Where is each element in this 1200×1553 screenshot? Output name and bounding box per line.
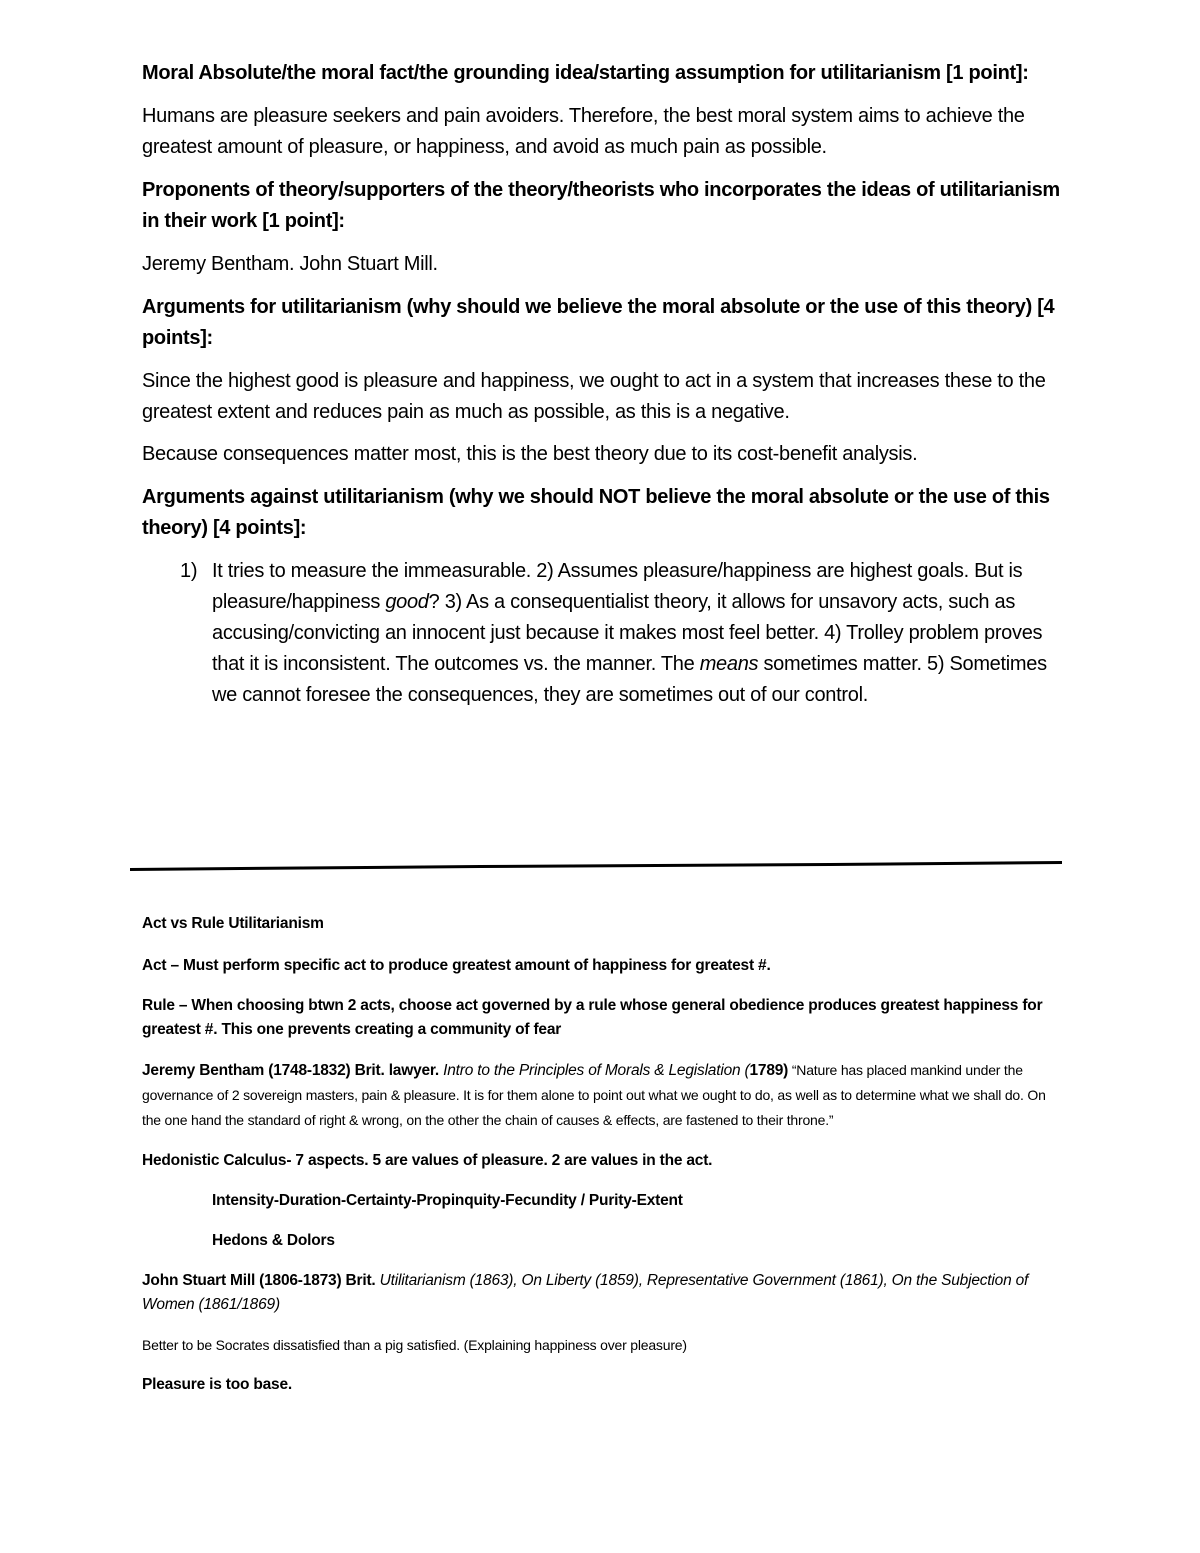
act-text: Act – Must perform specific act to produce greatest amount of happiness for greatest #. bbox=[142, 957, 771, 974]
proponents-answer: Jeremy Bentham. John Stuart Mill. bbox=[142, 253, 438, 275]
bentham-quote: “Nature has placed mankind under the governance of 2 sovereign masters, pain & pleasure. It is for them alone to point out what we ought to do, as well as to determine what we shall do. On the one hand the standard of right & wrong, on the other the chain of causes & effects, are fastened to their throne.” bbox=[142, 1062, 1046, 1128]
socrates-quote: Better to be Socrates dissatisfied than a pig satisfied. (Explaining happiness over pleasure) bbox=[142, 1337, 687, 1353]
bentham-dates: (1748-1832) Brit. lawyer. bbox=[264, 1062, 444, 1079]
emphasis-means: means bbox=[699, 653, 759, 675]
arguments-for-paragraph-2: Because consequences matter most, this is the best theory due to its cost-benefit analysis. bbox=[142, 443, 918, 465]
bentham-year: 1789) bbox=[749, 1062, 789, 1079]
bentham-name: Jeremy Bentham bbox=[142, 1062, 265, 1079]
arguments-text-part: sometimes matter. 5) Sometimes we cannot foresee the consequences, they are sometimes out of our control. bbox=[212, 653, 1047, 706]
hedonistic-calculus: Hedonistic Calculus- 7 aspects. 5 are values of pleasure. 2 are values in the act. bbox=[142, 1152, 713, 1169]
bentham-entry bbox=[142, 1058, 1062, 1133]
arguments-text-part: ? 3) As a consequentialist theory, it allows for unsavory acts, such as accusing/convicting an innocent just because it makes most feel better. 4) Trolley problem proves that it is inconsistent. The outcomes vs. the manner. The bbox=[212, 591, 1043, 675]
arguments-against-text bbox=[212, 556, 1062, 711]
list-number: 1) bbox=[180, 560, 198, 582]
arguments-for-heading: Arguments for utilitarianism (why should we believe the moral absolute or the use of this theory) [4 points]: bbox=[142, 296, 1055, 349]
calculus-aspects: Intensity-Duration-Certainty-Propinquity-Fecundity / Purity-Extent bbox=[212, 1192, 683, 1209]
lecture-notes bbox=[142, 912, 1062, 1397]
moral-absolute-answer: Humans are pleasure seekers and pain avoiders. Therefore, the best moral system aims to achieve the greatest amount of pleasure, or happiness, and avoid as much pain as possible. bbox=[142, 105, 1025, 158]
mill-entry bbox=[142, 1269, 1062, 1317]
rule-text: Rule – When choosing btwn 2 acts, choose act governed by a rule whose general obedience produces greatest happiness for greatest #. This one prevents creating a community of fear bbox=[142, 997, 1043, 1038]
mill-dates: (1806-1873) Brit. bbox=[255, 1272, 380, 1289]
pleasure-base-note: Pleasure is too base. bbox=[142, 1376, 293, 1393]
act-definition bbox=[142, 954, 1062, 978]
rule-definition bbox=[142, 994, 1062, 1042]
main-content bbox=[142, 58, 1062, 711]
section-divider bbox=[130, 860, 1062, 872]
hedons-dolors: Hedons & Dolors bbox=[212, 1232, 335, 1249]
arguments-against-list-item bbox=[142, 556, 1062, 711]
mill-works: Utilitarianism (1863), On Liberty (1859), Representative Government (1861), On the Subjection of Women (1861/1869) bbox=[142, 1272, 1029, 1313]
arguments-against-heading: Arguments against utilitarianism (why we should NOT believe the moral absolute or the use of this theory) [4 points]: bbox=[142, 486, 1050, 539]
emphasis-good: good bbox=[385, 591, 429, 613]
proponents-heading: Proponents of theory/supporters of the theory/theorists who incorporates the ideas of utilitarianism in their work [1 point]: bbox=[142, 179, 1060, 232]
arguments-for-paragraph-1: Since the highest good is pleasure and happiness, we ought to act in a system that increases these to the greatest extent and reduces pain as much as possible, as this is a negative. bbox=[142, 370, 1046, 423]
arguments-text-part: It tries to measure the immeasurable. 2) Assumes pleasure/happiness are highest goals. But is pleasure/happiness bbox=[212, 560, 1023, 613]
bentham-work: Intro to the Principles of Morals & Legislation ( bbox=[443, 1062, 750, 1079]
notes-title: Act vs Rule Utilitarianism bbox=[142, 915, 324, 932]
mill-name: John Stuart Mill bbox=[142, 1272, 256, 1289]
moral-absolute-heading: Moral Absolute/the moral fact/the grounding idea/starting assumption for utilitarianism [1 point]: bbox=[142, 62, 1029, 84]
